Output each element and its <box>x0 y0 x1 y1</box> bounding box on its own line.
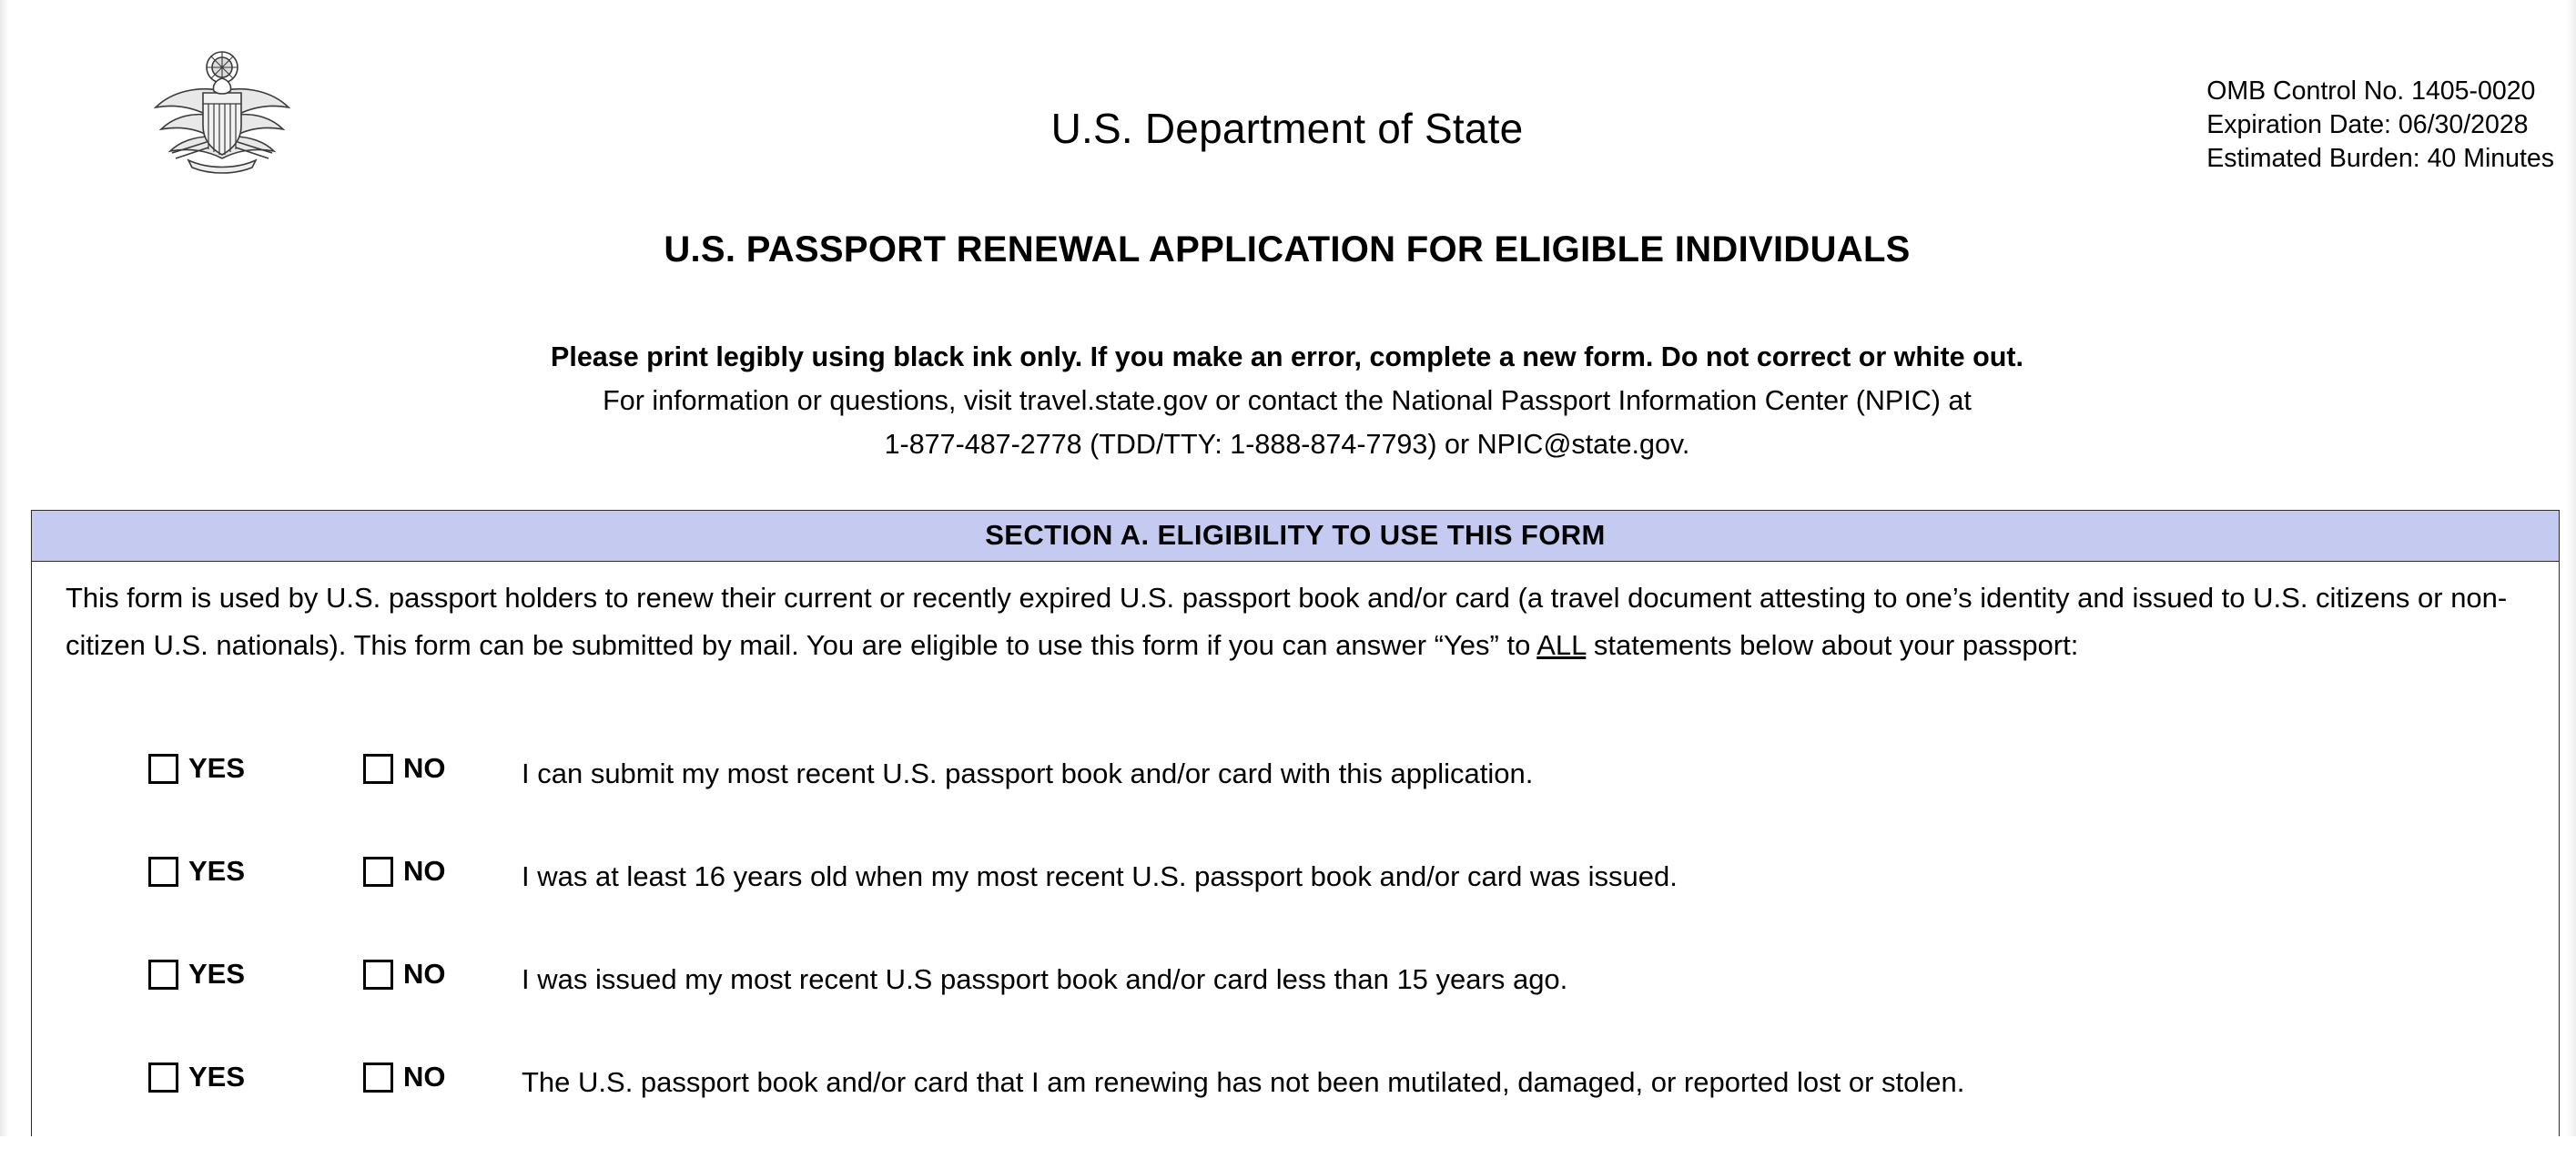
form-instructions <box>13 335 2561 466</box>
eligibility-no-label-4: NO <box>403 1061 446 1093</box>
eligibility-yes-checkbox-2[interactable] <box>148 857 178 887</box>
section-a-header-band <box>31 510 2560 562</box>
eligibility-yes-checkbox-3[interactable] <box>148 960 178 990</box>
eligibility-statement-text-1: I can submit my most recent U.S. passport book and/or card with this application. <box>522 758 1534 789</box>
page-right-edge <box>2567 0 2576 1136</box>
eligibility-no-label-3: NO <box>403 958 446 990</box>
omb-control-number: OMB Control No. 1405-0020 <box>2206 76 2536 106</box>
eligibility-row <box>32 840 2561 943</box>
instruction-line-print-legibly: Please print legibly using black ink only. If you make an error, complete a new form. Do not correct or white out. <box>551 341 2023 372</box>
eligibility-yes-checkbox-4[interactable] <box>148 1063 178 1093</box>
eligibility-yes-label-1: YES <box>188 752 246 784</box>
eligibility-no-checkbox-4[interactable] <box>363 1063 393 1093</box>
eligibility-row <box>32 737 2561 840</box>
eligibility-yes-label-4: YES <box>188 1061 246 1093</box>
eligibility-yes-label-2: YES <box>188 855 246 887</box>
intro-text-part1: This form is used by U.S. passport holders to renew their current or recently expired U.S. passport book and/or card (a travel document attesting to one’s identity and issued to U.S. citizens or non-citizen U.S. nationals). This form can be submitted by mail. You are eligible to use this form if you can answer “Yes” to <box>66 582 2508 661</box>
instruction-line-phone: 1-877-487-2778 (TDD/TTY: 1-888-874-7793) or NPIC@state.gov. <box>884 429 1690 460</box>
eligibility-no-checkbox-1[interactable] <box>363 754 393 784</box>
section-a-intro-paragraph <box>66 574 2532 669</box>
instruction-line-contact: For information or questions, visit travel.state.gov or contact the National Passport Information Center (NPIC) at <box>603 385 1972 416</box>
intro-text-all: ALL <box>1536 629 1587 661</box>
page-content <box>13 0 2561 1136</box>
eligibility-row <box>32 1046 2561 1149</box>
intro-text-part2: statements below about your passport: <box>1586 629 2079 661</box>
omb-expiration-date: Expiration Date: 06/30/2028 <box>2206 110 2529 139</box>
eligibility-no-checkbox-2[interactable] <box>363 857 393 887</box>
eligibility-yes-checkbox-1[interactable] <box>148 754 178 784</box>
omb-info-block <box>2206 75 2554 176</box>
department-title: U.S. Department of State <box>1050 105 1524 152</box>
eligibility-no-label-1: NO <box>403 752 446 784</box>
eligibility-row <box>32 943 2561 1046</box>
eligibility-no-label-2: NO <box>403 855 446 887</box>
eligibility-statement-list <box>32 737 2561 1149</box>
eligibility-statement-text-3: I was issued my most recent U.S passport book and/or card less than 15 years ago. <box>522 963 1568 995</box>
eligibility-no-checkbox-3[interactable] <box>363 960 393 990</box>
omb-estimated-burden: Estimated Burden: 40 Minutes <box>2206 144 2554 173</box>
eligibility-statement-text-2: I was at least 16 years old when my most recent U.S. passport book and/or card was issued. <box>522 860 1678 892</box>
eligibility-yes-label-3: YES <box>188 958 246 990</box>
section-a-title: SECTION A. ELIGIBILITY TO USE THIS FORM <box>985 519 1606 551</box>
eligibility-statement-text-4: The U.S. passport book and/or card that I am renewing has not been mutilated, damaged, or reported lost or stolen. <box>522 1066 1965 1098</box>
page-left-edge <box>0 0 9 1136</box>
section-a-body <box>31 562 2560 1136</box>
form-title: U.S. PASSPORT RENEWAL APPLICATION FOR ELIGIBLE INDIVIDUALS <box>664 229 1911 269</box>
